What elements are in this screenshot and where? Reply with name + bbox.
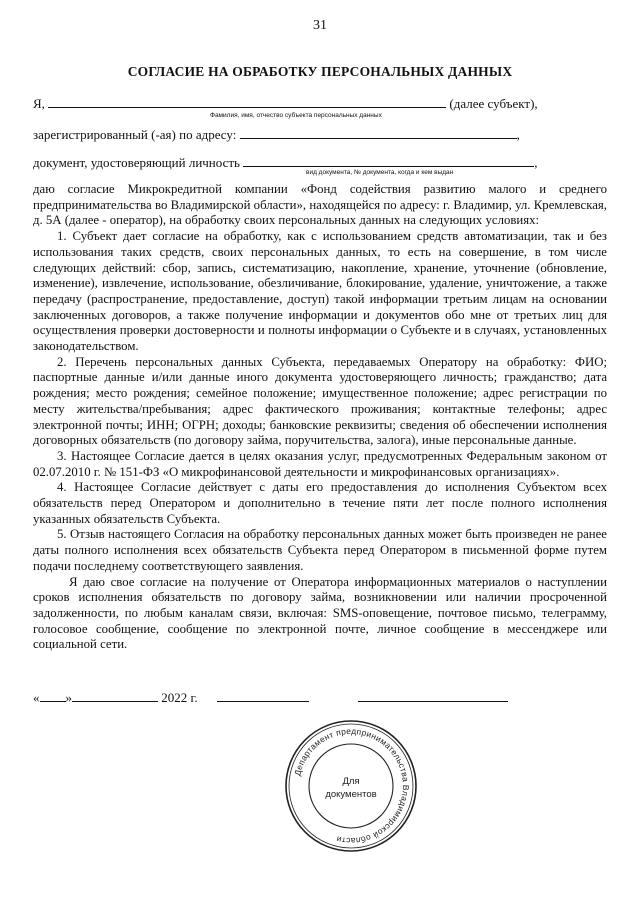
- signature-name-field[interactable]: [358, 701, 508, 702]
- month-field[interactable]: [72, 701, 158, 702]
- subject-row: [33, 96, 538, 112]
- address-label: зарегистрированный (-ая) по адресу:: [33, 127, 237, 142]
- signature-row: [33, 690, 508, 706]
- svg-text:Департамент предпринимательств: Департамент предпринимательства Владимирской области: [292, 725, 412, 847]
- stamp-seal: [283, 718, 419, 854]
- clause-1: 1. Субъект дает согласие на обработку, как с использованием средств автоматизации, так и без использования таких средств, своих персональных данных, то есть на совершение, в том числе следующих действий: сбор, запись, систематизацию, накопление, хранение, уточнение (обновление, изменение), извлечение, использование, обезличивание, блокирование, удаление, уничтожение, а также передачу (распространение, предоставление, доступ) такой информации третьим лицам на основании заключенных договоров, а также получение информации и документов обо мне от третьих лиц для осуществления проверки достоверности и полноты информации о Субъекте и в случаях, установленных законодательством.: [33, 229, 607, 354]
- document-end: ,: [534, 155, 538, 170]
- document-field[interactable]: [243, 166, 534, 167]
- subject-prefix: Я,: [33, 96, 45, 111]
- clause-3: 3. Настоящее Согласие дается в целях оказания услуг, предусмотренных Федеральным законом от 02.07.2010 г. № 151-ФЗ «О микрофинансовой деятельности и микрофинансовых организациях».: [33, 448, 607, 479]
- address-row: [33, 127, 520, 143]
- date-quote-open: «: [33, 690, 40, 705]
- consent-notice: Я даю свое согласие на получение от Оператора информационных материалов о наступлении сроков исполнения обязательств по договору займа, возникновении или наличии просроченной задолженности, по любым каналам связи, включая: SMS-оповещение, почтовое письмо, телеграмму, голосовое сообщение, сообщение по электронной почте, личное сообщение в мессенджере или социальной сети.: [33, 574, 607, 652]
- stamp-center-line1: Для: [342, 776, 360, 787]
- address-end: ,: [516, 127, 520, 142]
- date-quote-close: »: [65, 690, 72, 705]
- document-label: документ, удостоверяющий личность: [33, 155, 240, 170]
- day-field[interactable]: [40, 701, 66, 702]
- date-year: 2022 г.: [161, 690, 198, 705]
- page-number: 31: [313, 18, 327, 33]
- stamp-center-line2: документов: [325, 789, 377, 800]
- address-field[interactable]: [240, 138, 517, 139]
- document-row: [33, 155, 537, 171]
- document-title: СОГЛАСИЕ НА ОБРАБОТКУ ПЕРСОНАЛЬНЫХ ДАННЫХ: [127, 64, 513, 79]
- subject-name-field[interactable]: [48, 107, 446, 108]
- clause-2: 2. Перечень персональных данных Субъекта, передаваемых Оператору на обработку: ФИО; паспортные данные и/или данные иного документа удостоверяющего личность; гражданство; дата рождения; место рождения; семейное положение; имущественное положение; адрес регистрации по месту жительства/пребывания; адрес фактического проживания; контактные телефоны; адрес электронной почты; ИНН; ОГРН; доходы; банковские реквизиты; сведения об обеспечении исполнения договорных обязательств (по договору займа, поручительства, залога), иные персональные данные.: [33, 354, 607, 448]
- subject-hint: Фамилия, имя, отчество субъекта персональных данных: [210, 112, 382, 119]
- clause-5: 5. Отзыв настоящего Согласия на обработку персональных данных может быть произведен не ранее даты полного исполнения всех обязательств Субъекта перед Оператором в письменной форме путем подачи последнему соответствующего заявления.: [33, 527, 607, 573]
- intro-paragraph: даю согласие Микрокредитной компании «Фонд содействия развитию малого и среднего предпринимательства во Владимирской области», находящейся по адресу: г. Владимир, ул. Кремлевская, д. 5А (далее - оператор), на обработку своих персональных данных на следующих условиях:: [33, 182, 607, 228]
- subject-suffix: (далее субъект),: [449, 96, 538, 111]
- clause-4: 4. Настоящее Согласие действует с даты его предоставления до исполнения Субъектом всех обязательств перед Оператором и дополнительно в течение пяти лет после полного исполнения указанных обязательств Субъекта.: [33, 480, 607, 526]
- signature-field[interactable]: [217, 701, 309, 702]
- document-hint: вид документа, № документа, когда и кем выдан: [306, 169, 454, 176]
- consent-body: [33, 182, 607, 653]
